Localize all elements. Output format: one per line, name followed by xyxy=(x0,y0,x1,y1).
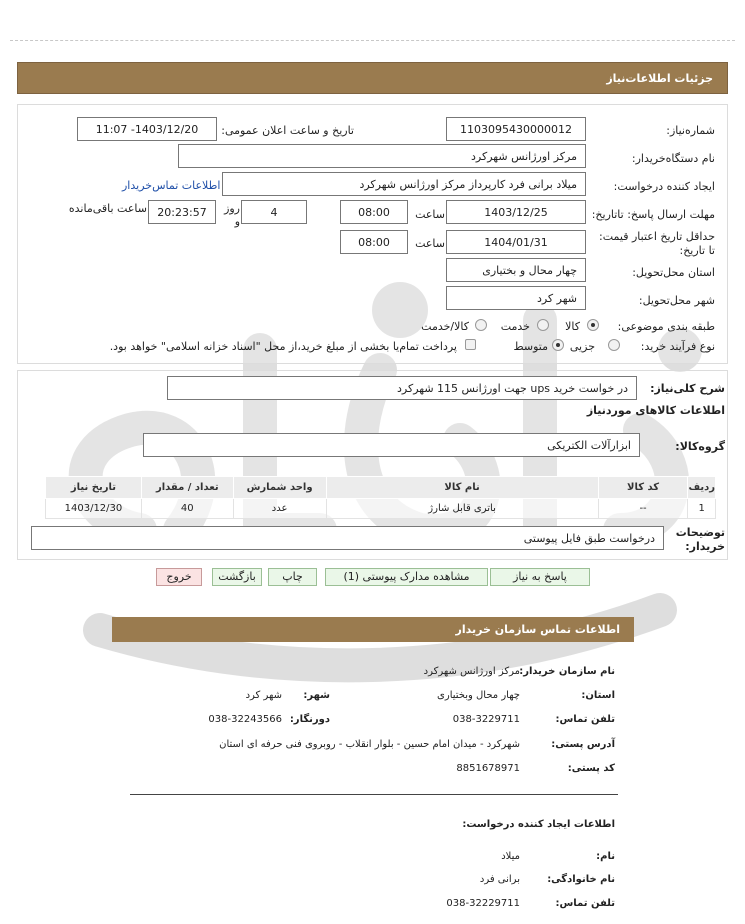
items-table-header xyxy=(46,477,716,499)
contact-title: اطلاعات تماس سازمان خریدار xyxy=(455,623,620,636)
city-label: شهر محل‌تحویل: xyxy=(638,294,715,307)
contact-city-label: شهر: xyxy=(303,690,330,701)
process-option-minor: جزیی xyxy=(569,340,595,353)
cell-unit: عدد xyxy=(233,499,326,519)
goods-info-title: اطلاعات کالاهای موردنیاز xyxy=(586,404,725,417)
buyer-notes-field: درخواست طبق فایل پیوستی xyxy=(31,526,664,550)
remaining-time-field: 20:23:57 xyxy=(148,200,216,224)
buyer-org-field: مرکز اورژانس شهرکرد xyxy=(178,144,586,168)
price-validity-time-field: 08:00 xyxy=(340,230,408,254)
cell-name: باتری قابل شارژ xyxy=(326,499,598,519)
treasury-payment-checkbox[interactable] xyxy=(465,339,476,350)
category-option-goods: کالا xyxy=(565,320,580,333)
category-option-service: خدمت xyxy=(500,320,530,333)
contact-city-value: شهر کرد xyxy=(245,690,282,701)
reply-deadline-label: مهلت ارسال پاسخ: تاتاریخ: xyxy=(591,208,715,221)
need-number-label: شماره‌نیاز: xyxy=(666,124,715,137)
need-number-field: 1103095430000012 xyxy=(446,117,586,141)
cell-code: -- xyxy=(598,499,688,519)
page-title: جزئیات اطلاعات‌نیاز xyxy=(606,72,713,85)
province-label: استان محل‌تحویل: xyxy=(632,266,715,279)
org-name-label: نام سازمان خریدار: xyxy=(519,666,615,677)
contact-postal-value: 8851678971 xyxy=(456,763,520,774)
creator-title: اطلاعات ایجاد کننده درخواست: xyxy=(462,819,615,830)
summary-field: در خواست خرید ups جهت اورژانس 115 شهرکرد xyxy=(167,376,637,400)
category-label: طبقه بندی موضوعی: xyxy=(617,320,715,333)
contact-postal-label: کد پستی: xyxy=(567,763,615,774)
category-radio-goods[interactable] xyxy=(587,319,599,331)
requester-label: ایجاد کننده درخواست: xyxy=(613,180,715,193)
province-field: چهار محال و بختیاری xyxy=(446,258,586,282)
contact-fax-value: 038-32243566 xyxy=(208,714,282,725)
creator-family-value: برانی فرد xyxy=(479,874,520,885)
reply-time-field: 08:00 xyxy=(340,200,408,224)
contact-address-label: آدرس پستی: xyxy=(551,739,615,750)
category-option-both: کالا/خدمت xyxy=(421,320,469,333)
contact-fax-label: دورنگار: xyxy=(289,714,330,725)
creator-name-value: میلاد xyxy=(501,851,520,862)
price-validity-time-label: ساعت xyxy=(415,237,445,250)
col-unit: واحد شمارش xyxy=(233,477,326,499)
reply-button[interactable]: پاسخ به نیاز xyxy=(490,568,590,586)
goods-group-field: ابزارآلات الکتریکی xyxy=(143,433,640,457)
city-field: شهر کرد xyxy=(446,286,586,310)
days-label: روز و xyxy=(224,202,240,228)
goods-group-label: گروه‌کالا: xyxy=(675,440,725,453)
contact-province-label: استان: xyxy=(581,690,615,701)
creator-family-label: نام خانوادگی: xyxy=(547,874,615,885)
remaining-days-field: 4 xyxy=(241,200,307,224)
creator-name-label: نام: xyxy=(596,851,615,862)
cell-row: 1 xyxy=(688,499,716,519)
requester-field: میلاد برانی فرد کارپرداز مرکز اورژانس شهرکرد xyxy=(222,172,586,196)
remaining-label: ساعت باقی‌مانده xyxy=(68,202,147,215)
buyer-notes-label: توضیحات خریدار: xyxy=(675,526,725,553)
buyer-org-label: نام دستگاه‌خریدار: xyxy=(631,152,715,165)
contact-phone-label: تلفن تماس: xyxy=(555,714,615,725)
top-divider xyxy=(10,40,735,41)
creator-phone-value: 038-32229711 xyxy=(446,898,520,909)
page-header xyxy=(17,62,728,94)
contact-province-value: چهار محال وبختیاری xyxy=(437,690,520,701)
announce-datetime-label: تاریخ و ساعت اعلان عمومی: xyxy=(221,124,354,137)
col-code: کد کالا xyxy=(598,477,688,499)
col-row: ردیف xyxy=(688,477,716,499)
price-validity-label: حداقل تاریخ اعتبار قیمت: تا تاریخ: xyxy=(599,230,715,257)
price-validity-date-field: 1404/01/31 xyxy=(446,230,586,254)
cell-date: 1403/12/30 xyxy=(46,499,142,519)
contact-phone-value: 038-3229711 xyxy=(452,714,520,725)
table-row xyxy=(46,499,716,519)
attachments-button[interactable]: مشاهده مدارک پیوستی (1) xyxy=(325,568,488,586)
process-option-medium: متوسط xyxy=(513,340,548,353)
process-label: نوع فرآیند خرید: xyxy=(640,340,715,353)
reply-time-label: ساعت xyxy=(415,208,445,221)
treasury-payment-note: پرداخت تمام‌یا بخشی از مبلغ خرید،از محل "اسناد خزانه اسلامی" خواهد بود. xyxy=(109,340,457,353)
col-date: تاریخ نیاز xyxy=(46,477,142,499)
contact-divider xyxy=(130,794,618,795)
contact-address-value: شهرکرد - میدان امام حسین - بلوار انقلاب - روبروی فنی حرفه ای استان xyxy=(219,739,520,750)
col-name: نام کالا xyxy=(326,477,598,499)
process-radio-minor[interactable] xyxy=(608,339,620,351)
process-radio-medium[interactable] xyxy=(552,339,564,351)
items-table xyxy=(45,476,716,519)
col-qty: تعداد / مقدار xyxy=(141,477,233,499)
reply-date-field: 1403/12/25 xyxy=(446,200,586,224)
contact-header xyxy=(112,617,634,642)
category-radio-service[interactable] xyxy=(537,319,549,331)
exit-button[interactable]: خروج xyxy=(156,568,202,586)
summary-label: شرح کلی‌نیاز: xyxy=(650,382,725,395)
announce-datetime-field: 1403/12/20- 11:07 xyxy=(77,117,217,141)
print-button[interactable]: چاپ xyxy=(268,568,317,586)
cell-qty: 40 xyxy=(141,499,233,519)
buyer-contact-link[interactable]: اطلاعات تماس‌خریدار xyxy=(122,179,221,192)
back-button[interactable]: بازگشت xyxy=(212,568,262,586)
category-radio-both[interactable] xyxy=(475,319,487,331)
org-name-value: مرکز اورژانس شهرکرد xyxy=(423,666,520,677)
creator-phone-label: تلفن تماس: xyxy=(555,898,615,909)
